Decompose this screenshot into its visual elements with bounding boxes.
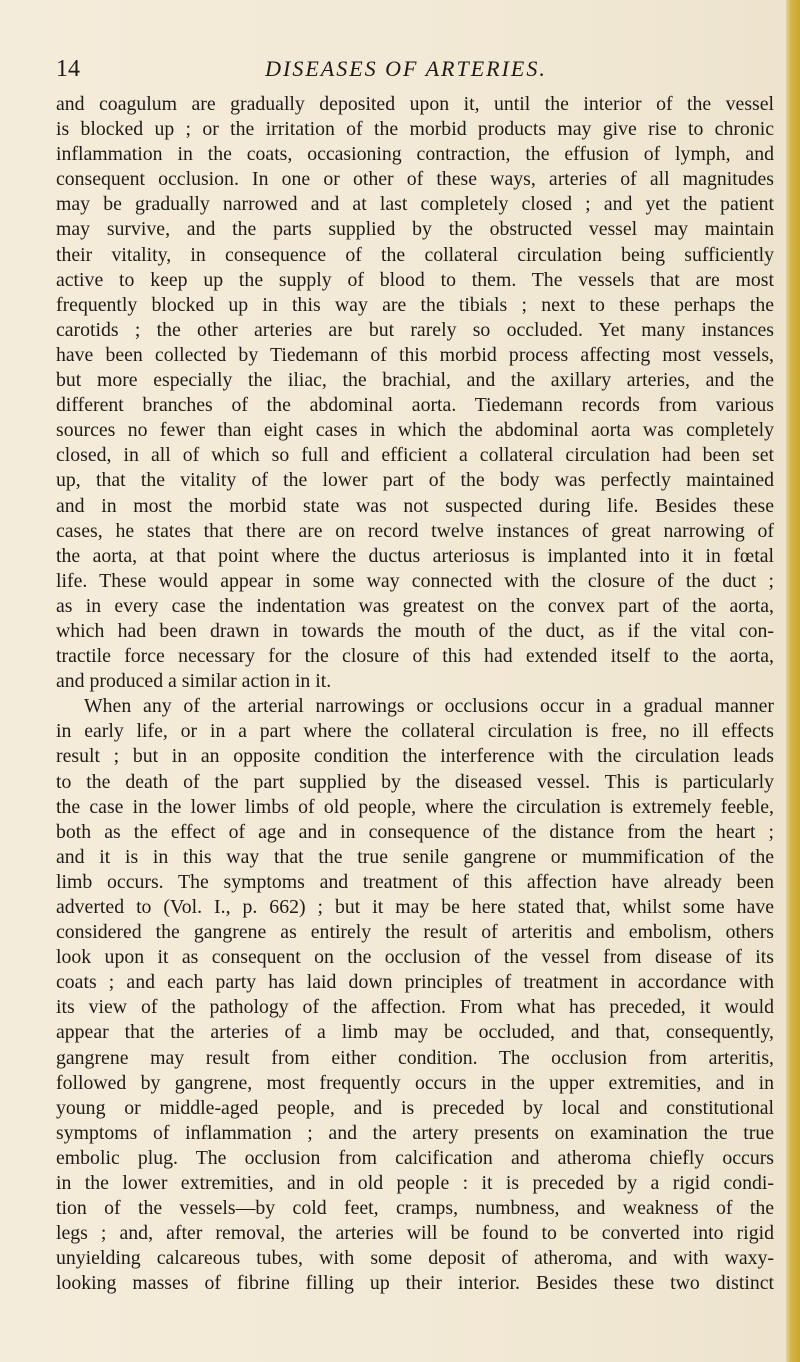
text-line: closed, in all of which so full and efficient a collateral circulation had been set: [56, 444, 774, 467]
text-line: followed by gangrene, most frequently occurs in the upper extremities, and in: [56, 1071, 774, 1094]
text-line: gangrene may result from either condition. The occlusion from arteritis,: [56, 1046, 774, 1069]
text-line: coats ; and each party has laid down principles of treatment in accordance with: [56, 971, 774, 994]
text-line: young or middle-aged people, and is preceded by local and constitutional: [56, 1096, 774, 1119]
text-line: in early life, or in a part where the collateral circulation is free, no ill effects: [56, 720, 774, 743]
paragraph-start-line: When any of the arterial narrowings or occlusions occur in a gradual manner: [84, 695, 774, 718]
text-line: tion of the vessels—by cold feet, cramps, numbness, and weakness of the: [56, 1197, 774, 1220]
text-line: symptoms of inflammation ; and the artery presents on examination the true: [56, 1121, 774, 1144]
text-line: adverted to (Vol. I., p. 662) ; but it may be here stated that, whilst some have: [56, 896, 774, 918]
text-line: and it is in this way that the true senile gangrene or mummification of the: [56, 845, 774, 868]
text-line: its view of the pathology of the affection. From what has preceded, it would: [56, 996, 774, 1019]
text-line: tractile force necessary for the closure of this had extended itself to the aorta,: [56, 645, 774, 668]
text-line: sources no fewer than eight cases in which the abdominal aorta was completely: [56, 419, 774, 442]
text-line: which had been drawn in towards the mouth of the duct, as if the vital con-: [56, 619, 774, 642]
text-line: up, that the vitality of the lower part of the body was perfectly maintained: [56, 469, 774, 492]
body-text: [56, 92, 774, 1297]
text-line: both as the effect of age and in consequence of the distance from the heart ;: [56, 820, 774, 843]
text-line: the aorta, at that point where the ductus arteriosus is implanted into it in fœtal: [56, 544, 774, 567]
text-line: different branches of the abdominal aorta. Tiedemann records from various: [56, 394, 774, 417]
text-line: may be gradually narrowed and at last completely closed ; and yet the patient: [56, 193, 774, 216]
text-line: their vitality, in consequence of the collateral circulation being sufficiently: [56, 243, 774, 266]
paragraph-end-line: and produced a similar action in it.: [56, 670, 332, 693]
text-line: looking masses of fibrine filling up their interior. Besides these two distinct: [56, 1272, 774, 1295]
text-line: and coagulum are gradually deposited upon it, until the interior of the vessel: [56, 93, 774, 115]
text-line: life. These would appear in some way connected with the closure of the duct ;: [56, 569, 774, 592]
text-line: result ; but in an opposite condition the interference with the circulation leads: [56, 745, 774, 768]
text-line: frequently blocked up in this way are the tibials ; next to these perhaps the: [56, 293, 774, 316]
text-line: the case in the lower limbs of old people, where the circulation is extremely feeble,: [56, 795, 774, 818]
text-line: embolic plug. The occlusion from calcification and atheroma chiefly occurs: [56, 1146, 774, 1169]
text-line: but more especially the iliac, the brachial, and the axillary arteries, and the: [56, 369, 774, 392]
text-line: carotids ; the other arteries are but rarely so occluded. Yet many instances: [56, 318, 774, 341]
text-line: to the death of the part supplied by the diseased vessel. This is particularly: [56, 770, 774, 793]
text-line: as in every case the indentation was greatest on the convex part of the aorta,: [56, 594, 774, 617]
text-line: inflammation in the coats, occasioning contraction, the effusion of lymph, and: [56, 143, 774, 166]
text-line: limb occurs. The symptoms and treatment of this affection have already been: [56, 870, 774, 893]
gilt-page-edge: [786, 0, 800, 1362]
text-line: is blocked up ; or the irritation of the morbid products may give rise to chronic: [56, 118, 774, 141]
page-header: [56, 54, 756, 84]
text-line: considered the gangrene as entirely the result of arteritis and embolism, others: [56, 921, 774, 944]
page-number: 14: [56, 56, 80, 82]
text-line: active to keep up the supply of blood to them. The vessels that are most: [56, 268, 774, 291]
text-line: appear that the arteries of a limb may be occluded, and that, consequently,: [56, 1021, 774, 1044]
text-line: may survive, and the parts supplied by the obstructed vessel may maintain: [56, 218, 774, 241]
text-line: in the lower extremities, and in old people : it is preceded by a rigid condi-: [56, 1172, 774, 1195]
text-line: legs ; and, after removal, the arteries will be found to be converted into rigid: [56, 1222, 774, 1245]
text-line: have been collected by Tiedemann of this morbid process affecting most vessels,: [56, 343, 774, 366]
text-line: unyielding calcareous tubes, with some deposit of atheroma, and with waxy-: [56, 1247, 774, 1270]
text-line: look upon it as consequent on the occlusion of the vessel from disease of its: [56, 946, 774, 969]
text-line: cases, he states that there are on record twelve instances of great narrowing of: [56, 519, 774, 542]
text-line: consequent occlusion. In one or other of these ways, arteries of all magnitudes: [56, 168, 774, 191]
text-line: and in most the morbid state was not suspected during life. Besides these: [56, 494, 774, 517]
running-head: DISEASES OF ARTERIES.: [265, 56, 547, 81]
